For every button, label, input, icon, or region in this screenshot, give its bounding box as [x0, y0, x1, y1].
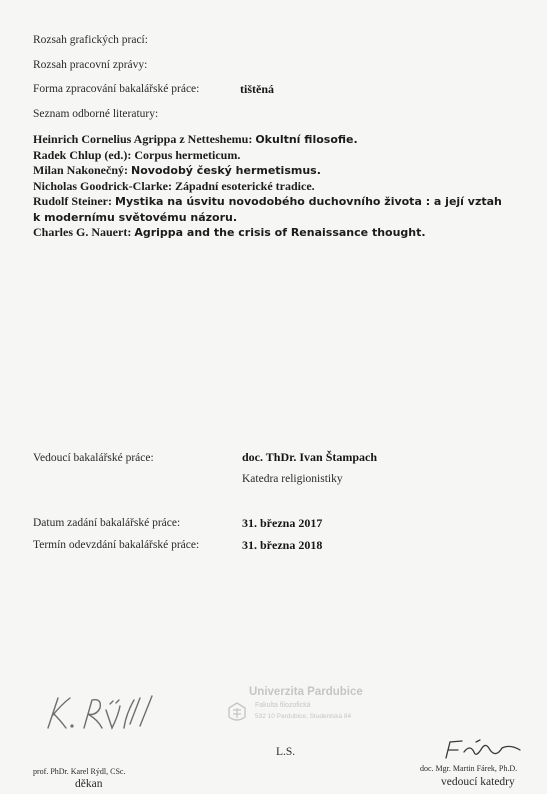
- literature-item: Heinrich Cornelius Agrippa z Netteshemu: Okultní filosofie.: [33, 132, 358, 146]
- literature-item: Nicholas Goodrick-Clarke: Západní esoterické tradice.: [33, 178, 315, 193]
- dean-signature: [40, 690, 160, 736]
- university-logo-icon: [227, 702, 247, 724]
- literature-list: [33, 132, 502, 241]
- form-value: tištěná: [240, 82, 274, 96]
- stamp-line-3: 532 10 Pardubice, Studentská 84: [255, 713, 352, 720]
- faculty-stamp: [225, 686, 375, 732]
- due-date-label: Termín odevzdání bakalářské práce:: [33, 539, 200, 551]
- assigned-date-value: 31. března 2017: [242, 516, 323, 530]
- supervisor-label: Vedoucí bakalářské práce:: [33, 452, 154, 464]
- stamp-line-1: Univerzita Pardubice: [249, 686, 363, 698]
- form-label: Forma zpracování bakalářské práce:: [33, 83, 200, 95]
- literature-item: Milan Nakonečný: Novodobý český hermetismus.: [33, 163, 321, 177]
- stamp-line-2: Fakulta filozofická: [255, 702, 311, 709]
- supervisor-department: Katedra religionistiky: [242, 473, 343, 485]
- head-signature: [440, 736, 530, 764]
- literature-item-continuation: k modernímu světovému názoru.: [33, 210, 238, 224]
- head-name: doc. Mgr. Martin Fárek, Ph.D.: [420, 764, 518, 773]
- literature-label: Seznam odborné literatury:: [33, 108, 159, 120]
- literature-item: Rudolf Steiner: Mystika na úsvitu novodobého duchovního života : a její vztah: [33, 194, 502, 208]
- report-scope-label: Rozsah pracovní zprávy:: [33, 59, 148, 71]
- supervisor-name: doc. ThDr. Ivan Štampach: [242, 450, 378, 464]
- literature-item: Radek Chlup (ed.): Corpus hermeticum.: [33, 147, 241, 162]
- literature-item: Charles G. Nauert: Agrippa and the crisis of Renaissance thought.: [33, 225, 426, 239]
- assigned-date-label: Datum zadání bakalářské práce:: [33, 517, 181, 529]
- dean-title: děkan: [75, 778, 103, 790]
- due-date-value: 31. března 2018: [242, 538, 323, 552]
- graphic-scope-label: Rozsah grafických prací:: [33, 34, 148, 46]
- dean-name: prof. PhDr. Karel Rýdl, CSc.: [33, 767, 126, 776]
- ls-mark: L.S.: [276, 746, 296, 758]
- head-title: vedoucí katedry: [441, 776, 515, 788]
